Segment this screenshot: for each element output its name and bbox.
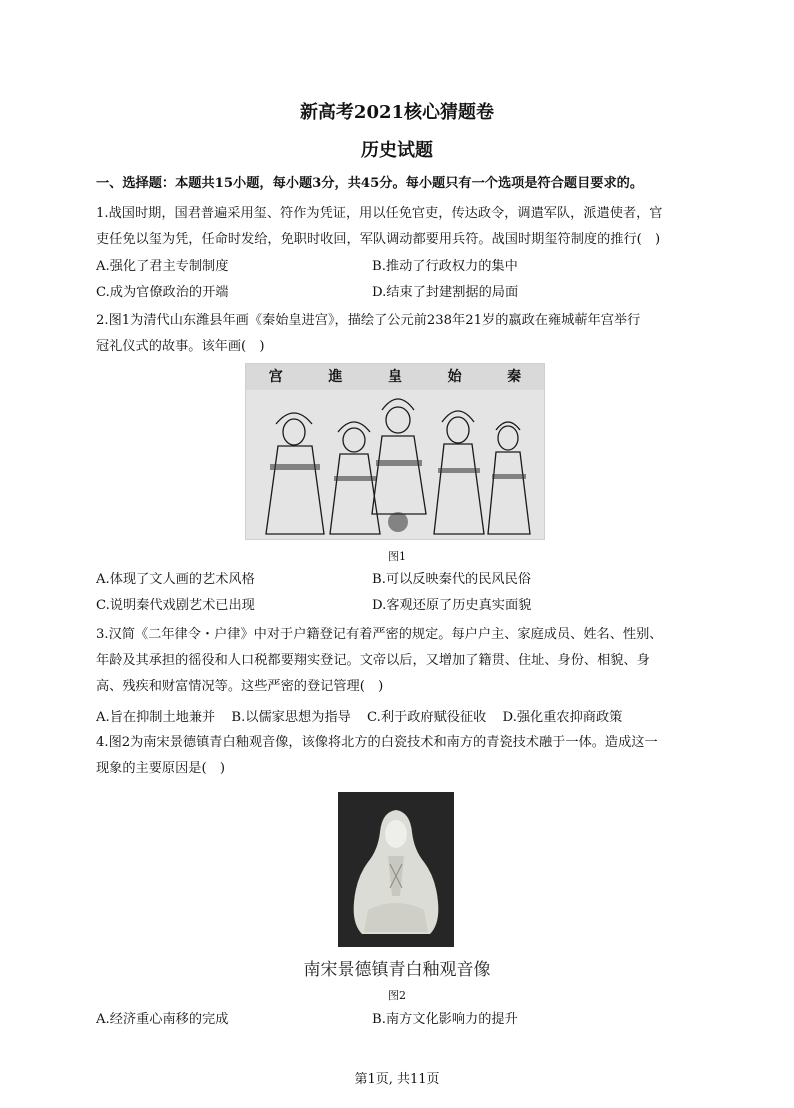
- page-number: 第1页, 共11页: [354, 1072, 440, 1087]
- q4-option-a: A.经济重心南移的完成: [96, 1012, 229, 1027]
- q2-option-b: B.可以反映秦代的民风民俗: [372, 572, 531, 587]
- figure-2-guanyin-statue: [338, 792, 454, 947]
- figure-1-caption: 图1: [388, 550, 406, 563]
- figure-1-banner-text: [246, 366, 544, 386]
- exam-title: 新高考2021核心猜题卷: [299, 102, 495, 123]
- q3-stem-line2: 年龄及其承担的徭役和人口税都要翔实登记。文帝以后，又增加了籍贯、住址、身份、相貌、身: [96, 653, 650, 668]
- banner-char: 秦: [507, 369, 522, 385]
- q1-option-c: C.成为官僚政治的开端: [96, 285, 229, 300]
- q3-options: [96, 706, 634, 725]
- figure-2-label: 南宋景德镇青白釉观音像: [303, 960, 491, 980]
- banner-char: 宫: [268, 369, 283, 385]
- q2-stem-line2: 冠礼仪式的故事。该年画( ): [96, 339, 265, 354]
- banner-char: 皇: [387, 369, 402, 385]
- q4-option-b: B.南方文化影响力的提升: [372, 1012, 518, 1027]
- q1-option-d: D.结束了封建割据的局面: [372, 285, 519, 300]
- figure-1-new-year-painting: [245, 363, 545, 540]
- q2-option-a: A.体现了文人画的艺术风格: [96, 572, 255, 587]
- figure-2-caption: 图2: [388, 989, 406, 1002]
- figure-2-illustration: [338, 792, 454, 947]
- exam-subtitle: 历史试题: [361, 140, 433, 161]
- q3-option-d: D.强化重农抑商政策: [502, 710, 623, 725]
- q4-stem-line1: 4.图2为南宋景德镇青白釉观音像，该像将北方的白瓷技术和南方的青瓷技术融于一体。造成这一: [96, 735, 658, 750]
- q2-option-d: D.客观还原了历史真实面貌: [372, 598, 532, 613]
- q4-stem-line2: 现象的主要原因是( ): [96, 761, 225, 776]
- figure-1-illustration: [246, 364, 544, 539]
- q3-stem-line3: 高、残疾和财富情况等。这些严密的登记管理( ): [96, 679, 384, 694]
- q2-option-c: C.说明秦代戏剧艺术已出现: [96, 598, 255, 613]
- banner-char: 進: [328, 369, 343, 385]
- q3-option-b: B.以儒家思想为指导: [231, 710, 351, 725]
- q1-option-b: B.推动了行政权力的集中: [372, 259, 518, 274]
- q1-stem-line2: 吏任免以玺为凭，任命时发给，免职时收回，军队调动都要用兵符。战国时期玺符制度的推行( ): [96, 232, 661, 247]
- banner-char: 始: [447, 369, 462, 385]
- section-heading: 一、选择题：本题共15小题，每小题3分，共45分。每小题只有一个选项是符合题目要求的。: [96, 176, 644, 191]
- q3-stem-line1: 3.汉简《二年律令・户律》中对于户籍登记有着严密的规定。每户户主、家庭成员、姓名、性别、: [96, 627, 663, 642]
- q3-option-a: A.旨在抑制土地兼并: [96, 710, 216, 725]
- q2-stem-line1: 2.图1为清代山东潍县年画《秦始皇进宫》，描绘了公元前238年21岁的嬴政在雍城蕲年宫举行: [96, 313, 641, 328]
- q1-stem-line1: 1.战国时期，国君普遍采用玺、符作为凭证，用以任免官吏，传达政令，调遣军队，派遣使者，官: [96, 206, 663, 221]
- q1-option-a: A.强化了君主专制制度: [96, 259, 229, 274]
- q3-option-c: C.利于政府赋役征收: [367, 710, 487, 725]
